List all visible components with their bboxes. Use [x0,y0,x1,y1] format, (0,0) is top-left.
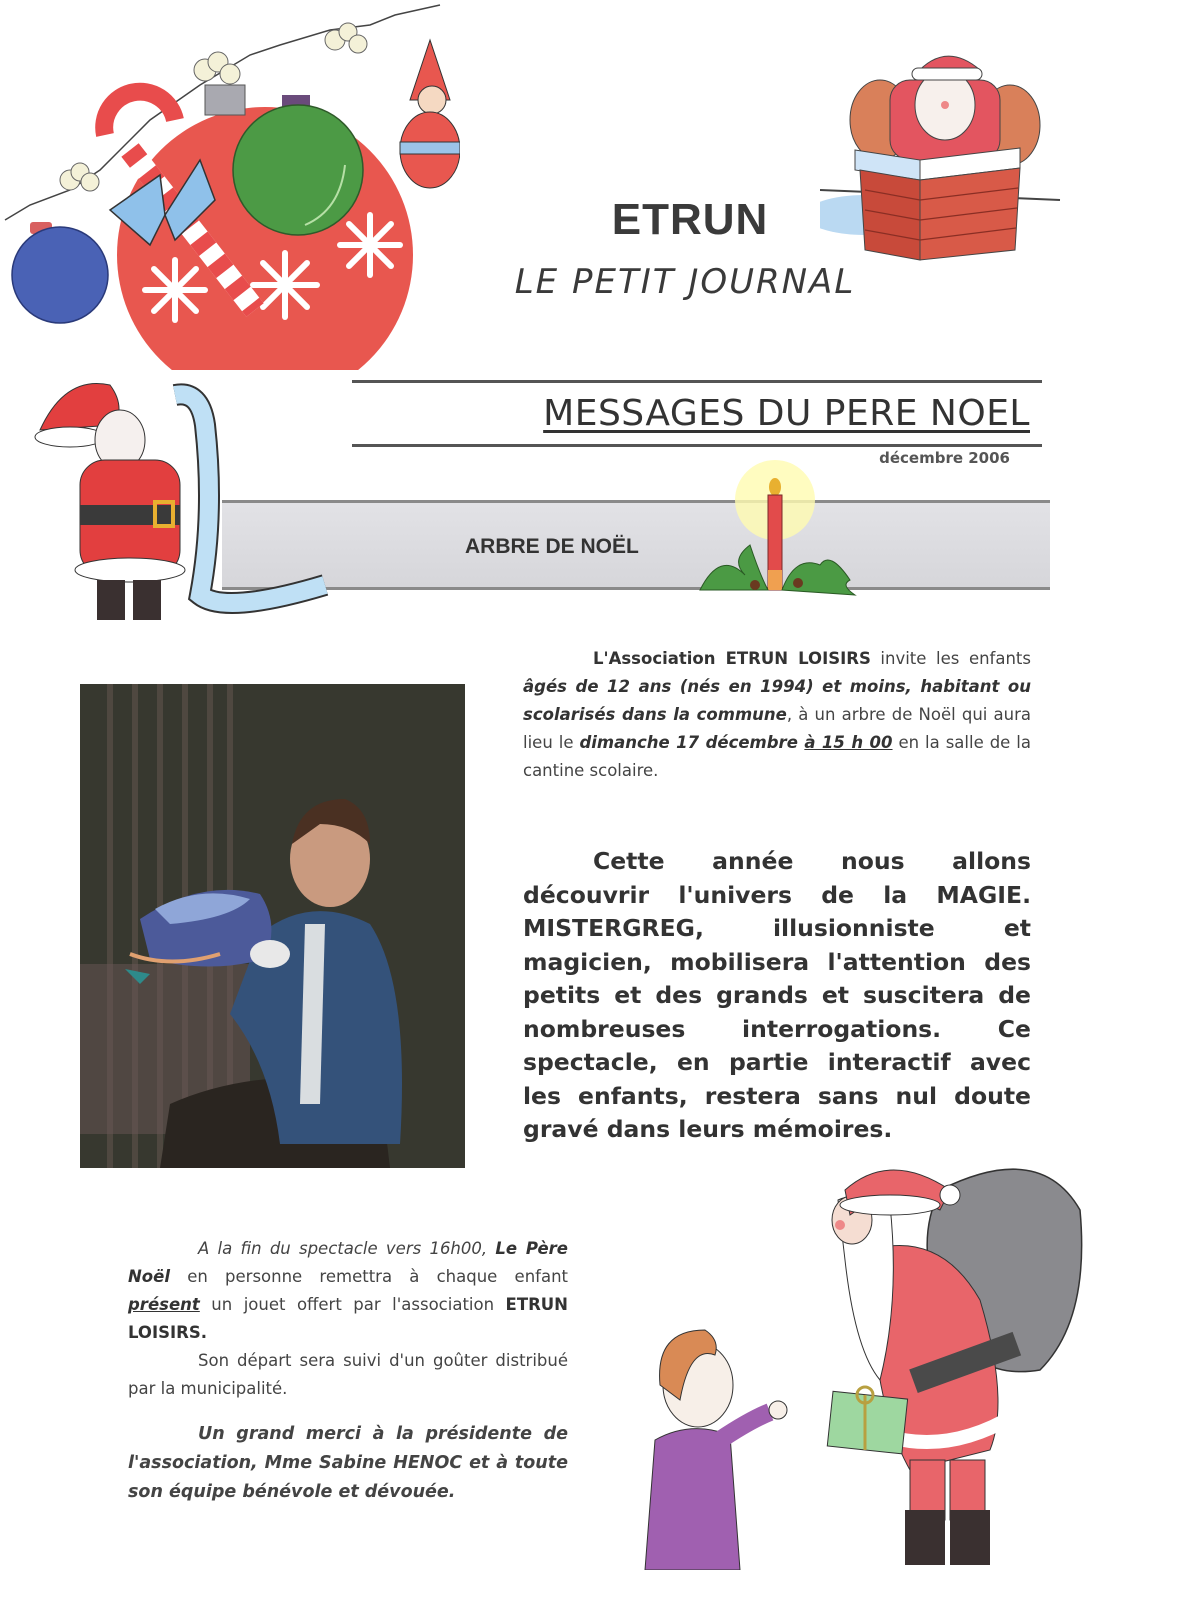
newspaper-subtitle: LE PETIT JOURNAL [514,262,856,302]
magician-photo [80,684,465,1168]
santa-in-chimney-illustration [820,50,1070,270]
newspaper-title: ETRUN [611,195,769,244]
divider-bottom [352,444,1042,447]
santa-reading-list-illustration [25,365,345,635]
pere-noel: Le Père Noël [128,1239,569,1286]
issue-date: décembre 2006 [879,449,1010,467]
org-name: L'Association ETRUN LOISIRS [593,649,871,668]
event-time: à 15 h 00 [804,733,893,752]
event-date: dimanche 17 décembre [579,733,805,752]
divider-top [352,380,1042,383]
santa-gift-paragraph: A la fin du spectacle vers 16h00, Le Père Noël en personne remettra à chaque enfant présent un jouet offert par l'association ETRUN LOISIRS. Son départ sera suivi d'un goûter distribué par la municipalité. [128,1239,569,1398]
present-emphasis: présent [128,1295,200,1314]
section-title: MESSAGES DU PERE NOEL [543,393,1030,434]
magic-show-paragraph: Cette année nous allons découvrir l'univers de la MAGIE. MISTERGREG, illusionniste et magicien, mobilisera l'attention des petits et des grands et suscitera de nombreuses interrogations. Ce spectacle, en partie interactif avec les enfants, restera sans nul doute gravé dans leurs mémoires. [523,847,1031,1143]
invitation-paragraph: L'Association ETRUN LOISIRS invite les enfants âgés de 12 ans (nés en 1994) et moins, habitant ou scolarisés dans la commune, à un arbre de Noël qui aura lieu le dimanche 17 décembre à 15 h 00 en la salle de la cantine scolaire. [523,649,1031,780]
thanks-paragraph: Un grand merci à la présidente de l'association, Mme Sabine HENOC et à toute son équipe bénévole et dévouée. [128,1424,568,1502]
candle-holly-icon [680,455,860,600]
christmas-ornaments-illustration [0,0,460,370]
santa-giving-gift-illustration [620,1150,1090,1570]
banner-title: ARBRE DE NOËL [465,535,639,558]
eligibility: âgés de 12 ans (nés en 1994) et moins, habitant ou scolarisés dans la commune [523,677,1031,724]
